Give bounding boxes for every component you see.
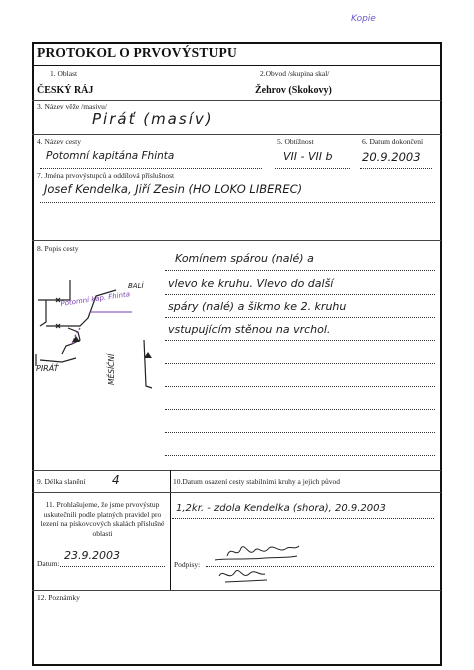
- obtiznost-value: VII - VII b: [283, 150, 333, 163]
- jmena-value: Josef Kendelka, Jiří Zesin (HO LOKO LIBEREC): [44, 182, 303, 196]
- oblast-label: 1. Oblast: [50, 69, 78, 78]
- osazeni-value: 1,2kr. - zdola Kendelka (shora), 20.9.2003: [176, 503, 386, 514]
- popis-line-4: vstupujícím stěnou na vrchol.: [168, 323, 331, 336]
- popis-rule: [165, 270, 435, 271]
- dots-osazeni: [172, 518, 434, 519]
- vez-value: Piráť (masív): [92, 110, 214, 128]
- kopie-stamp: Kopie: [351, 14, 376, 24]
- sketch-label-route: Potomní kap. Fhinta: [60, 290, 131, 308]
- cesta-label: 4. Název cesty: [37, 137, 81, 146]
- popis-rule: [165, 455, 435, 456]
- datum2-value: 23.9.2003: [64, 549, 120, 562]
- popis-line-3: spáry (nalé) a šikmo ke 2. kruhu: [168, 300, 347, 313]
- jmena-label: 7. Jména prvovýstupců a oddílová příslušnost: [37, 171, 175, 180]
- rule-row9: [32, 492, 441, 493]
- datum-value: 20.9.2003: [362, 150, 421, 164]
- rule-row11: [32, 590, 441, 591]
- dots-jmena: [40, 202, 435, 203]
- popis-rule: [165, 409, 435, 410]
- popis-rule: [165, 432, 435, 433]
- cesta-value: Potomní kapitána Fhinta: [46, 150, 175, 162]
- dots-cesta: [40, 168, 262, 169]
- obvod-label: 2.Obvod /skupina skal/: [260, 69, 330, 78]
- podpisy-label: Podpisy:: [174, 560, 201, 569]
- popis-rule: [165, 294, 435, 295]
- popis-rule: [165, 340, 435, 341]
- rule-row2: [32, 134, 441, 135]
- frame-right: [440, 42, 442, 664]
- popis-rule: [165, 386, 435, 387]
- frame-bottom: [32, 664, 442, 666]
- popis-label: 8. Popis cesty: [37, 244, 79, 253]
- prohlaseni-label: 11. Prohlašujeme, že jsme prvovýstup uskutečnili podle platných pravidel pro lezení na pískovcových skalách příslušné oblasti: [40, 500, 165, 538]
- sketch-label-bulk: BALÍ: [128, 282, 144, 290]
- obvod-value: Žehrov (Skokovy): [255, 85, 332, 96]
- popis-line-1: Komínem spárou (nalé) a: [175, 252, 314, 265]
- delka-label: 9. Délka slanění: [37, 477, 86, 486]
- rule-row8: [32, 470, 441, 471]
- datum2-label: Datum:: [37, 559, 60, 568]
- vez-label: 3. Název věže /masivu/: [37, 102, 107, 111]
- popis-rule: [165, 363, 435, 364]
- rule-title: [32, 65, 441, 66]
- rule-row4: [32, 240, 441, 241]
- route-sketch: [32, 270, 172, 400]
- popis-line-2: vlevo ke kruhu. Vlevo do další: [168, 277, 334, 290]
- signatures: [205, 538, 315, 590]
- dots-obtiznost: [275, 168, 350, 169]
- rule-row1: [32, 100, 441, 101]
- page-title: PROTOKOL O PRVOVÝSTUPU: [37, 45, 237, 60]
- oblast-value: ČESKÝ RÁJ: [37, 85, 94, 96]
- popis-rule: [165, 317, 435, 318]
- datum-label: 6. Datum dokončení: [362, 137, 424, 146]
- dots-datum: [360, 168, 432, 169]
- osazeni-label: 10.Datum osazení cesty stabilními kruhy a jejich původ: [173, 477, 341, 486]
- frame-top: [32, 42, 442, 44]
- obtiznost-label: 5. Obtížnost: [277, 137, 314, 146]
- poznamky-label: 12. Poznámky: [37, 593, 80, 602]
- delka-value: 4: [112, 473, 120, 487]
- sketch-label-mesicni: MĚSÍČNÍ: [107, 353, 116, 385]
- dots-datum2: [60, 566, 165, 567]
- sketch-label-pirat: PIRÁŤ: [36, 364, 59, 373]
- divider-9-10: [170, 470, 171, 590]
